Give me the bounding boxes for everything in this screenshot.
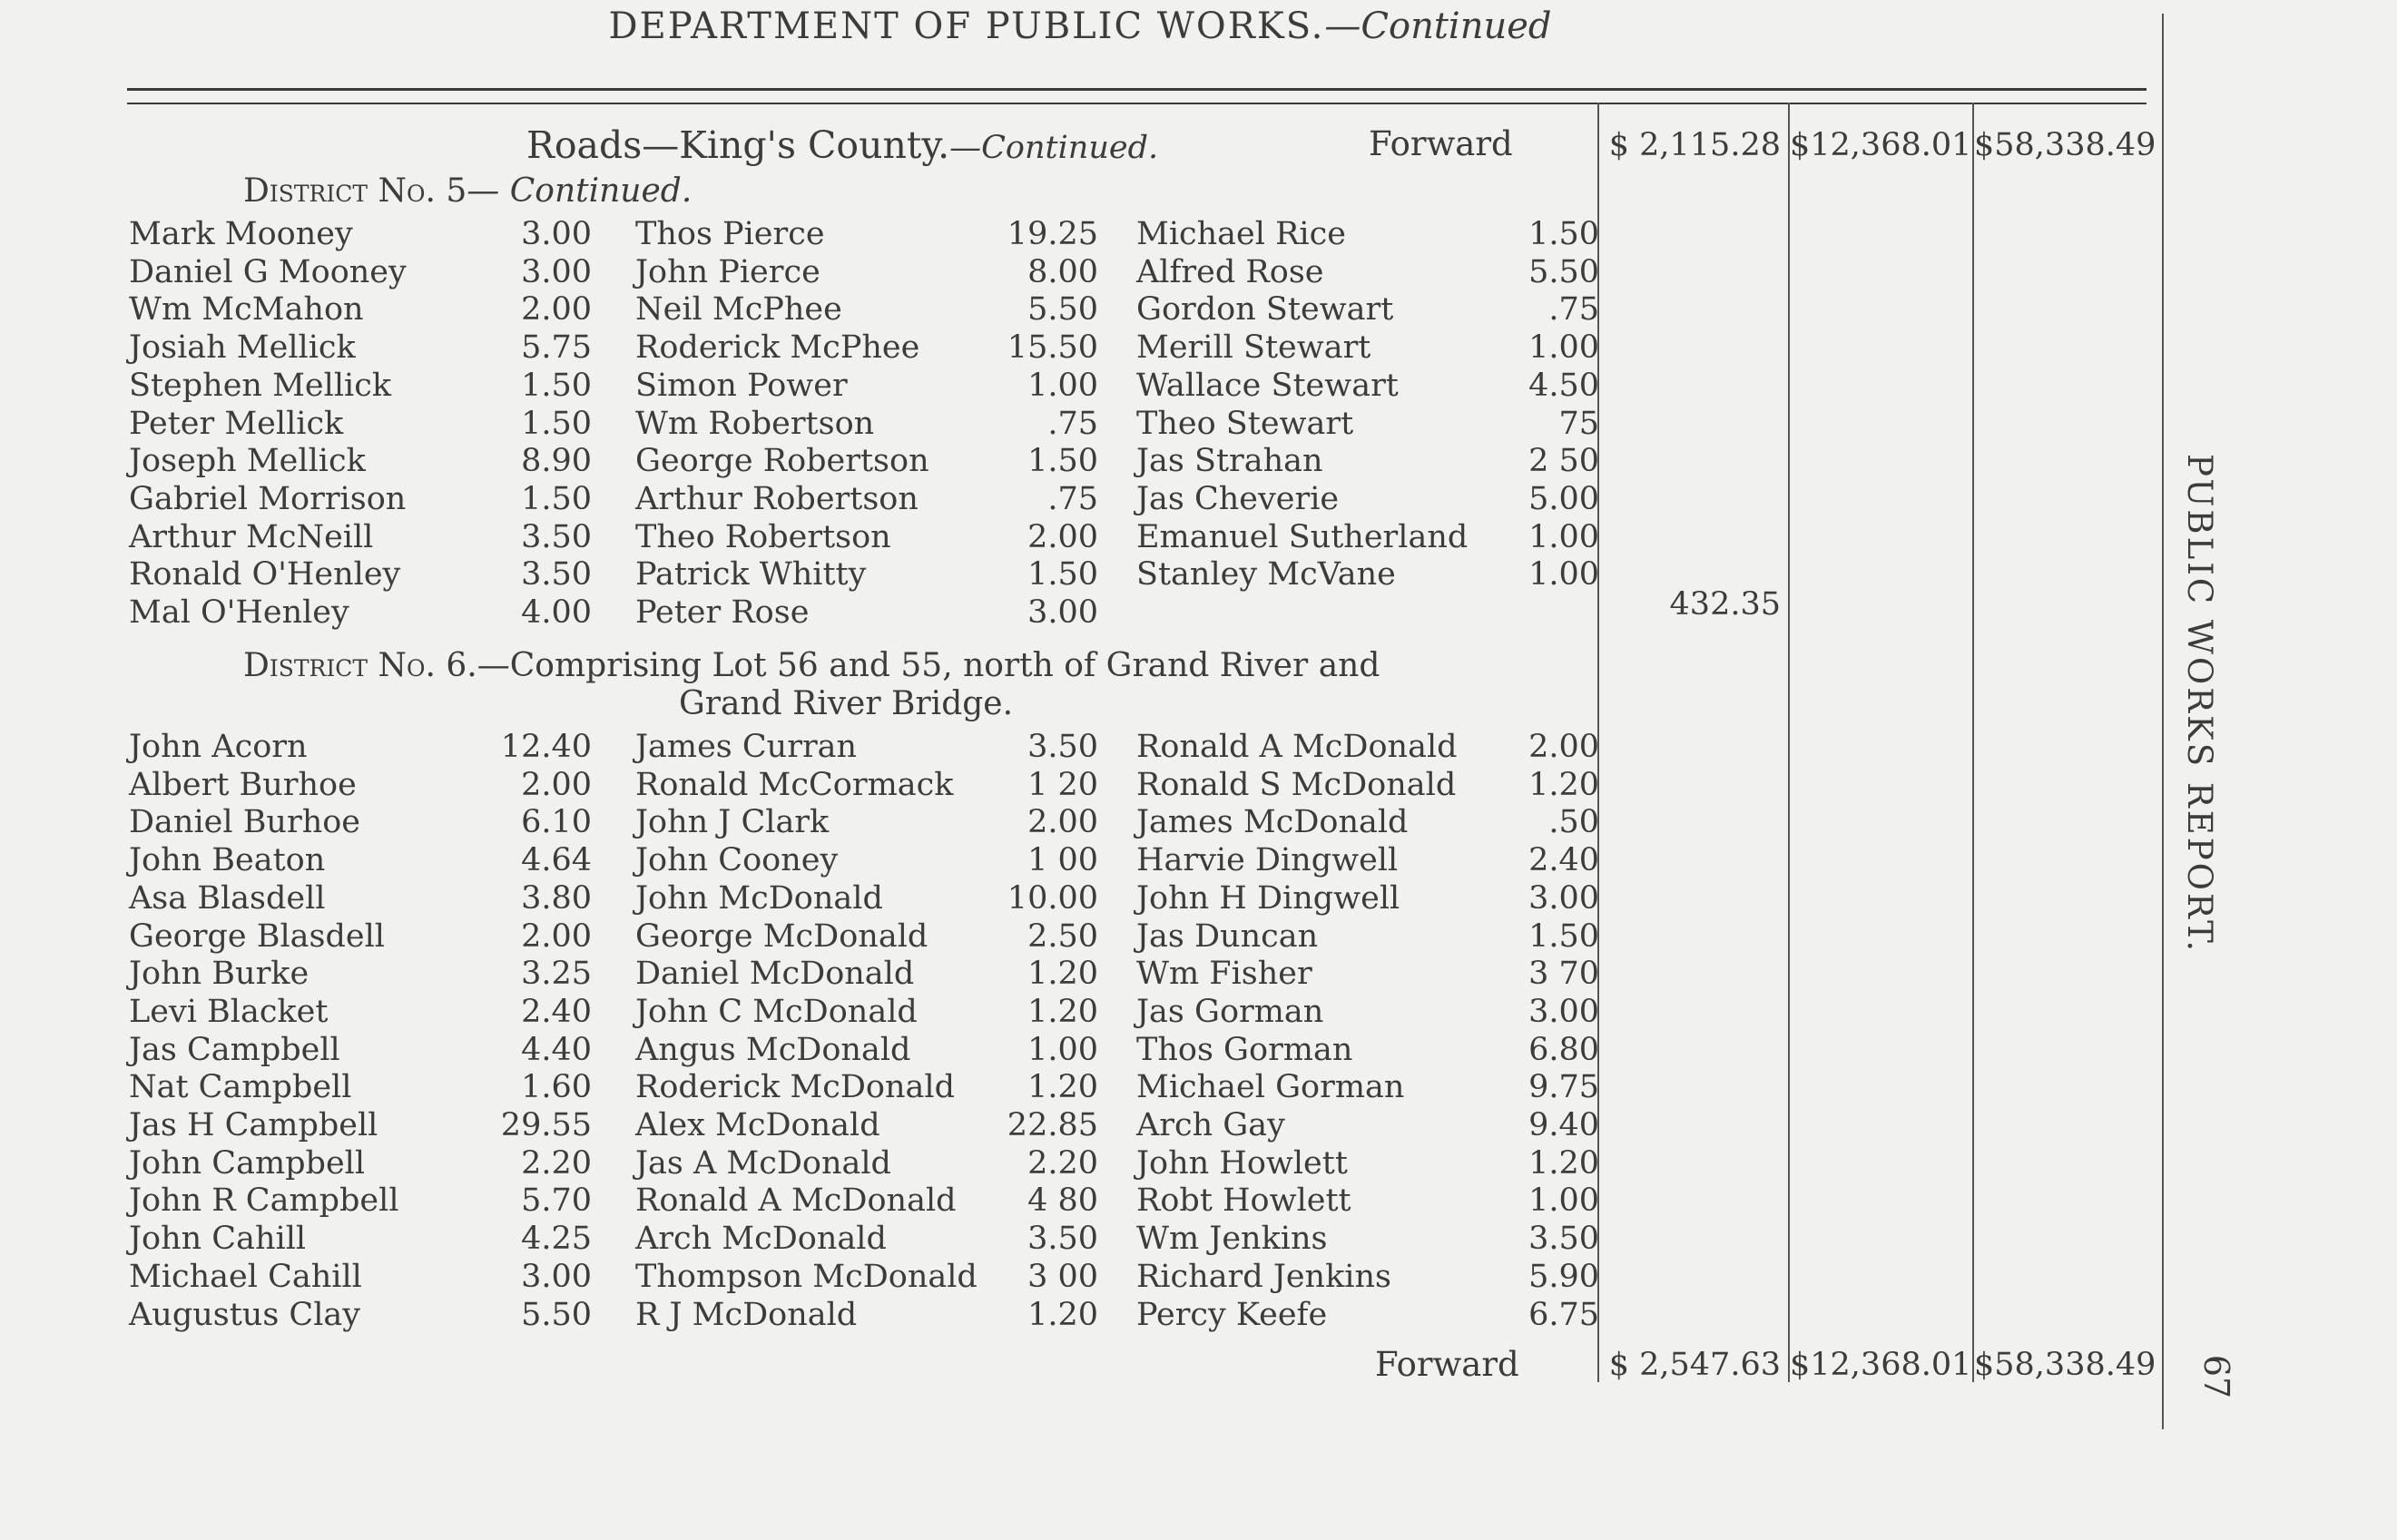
payee-name: John H Dingwell <box>1136 879 1400 917</box>
ledger-row <box>0 1221 1606 1259</box>
payment-amount: 3.50 <box>521 518 592 555</box>
ledger-row <box>0 804 1606 842</box>
payment-amount: 5.70 <box>521 1182 592 1220</box>
district-5-heading <box>243 172 692 210</box>
payee-name: Levi Blacket <box>129 993 329 1030</box>
payee-name: Michael Gorman <box>1136 1069 1405 1106</box>
payment-amount: 2.20 <box>1027 1144 1098 1182</box>
payment-amount: 3.00 <box>521 216 592 252</box>
payment-amount: 1.50 <box>1027 443 1098 480</box>
payee-name: Theo Stewart <box>1136 405 1354 442</box>
payee-name: Alex McDonald <box>635 1107 880 1143</box>
payee-name: Ronald McCormack <box>635 766 954 803</box>
payment-amount: 3 00 <box>1027 1258 1098 1295</box>
payment-amount: 1.50 <box>521 367 592 404</box>
payee-name: Michael Cahill <box>129 1258 362 1295</box>
ledger-row <box>0 729 1606 767</box>
page-right-border <box>2162 14 2164 1429</box>
payment-amount: 8.00 <box>1027 253 1098 290</box>
payment-amount: 1.50 <box>1528 216 1599 252</box>
payment-amount: 15.50 <box>1007 329 1098 367</box>
payment-amount: 8.90 <box>521 443 592 480</box>
payment-amount: 1 00 <box>1027 842 1098 879</box>
payment-amount: 1.20 <box>1027 956 1098 993</box>
payee-name: R J McDonald <box>635 1296 858 1333</box>
payee-name: Nat Campbell <box>129 1069 352 1106</box>
payee-name: George McDonald <box>635 917 928 955</box>
payee-name: John McDonald <box>635 879 883 917</box>
payment-amount: 1.50 <box>1027 556 1098 593</box>
payee-name: Ronald A McDonald <box>1136 729 1458 765</box>
payee-name: Thos Pierce <box>635 216 825 252</box>
payment-amount: 3.50 <box>521 556 592 593</box>
payment-amount: 4.00 <box>521 594 592 631</box>
payment-amount: 2.00 <box>521 766 592 803</box>
money-col-line-3 <box>1972 103 1974 1382</box>
payee-name: Stanley McVane <box>1136 556 1396 593</box>
payee-name: Arch McDonald <box>635 1221 887 1258</box>
payee-name: Emanuel Sutherland <box>1136 518 1469 555</box>
header-continued: —Continued <box>1324 5 1552 47</box>
payee-name: Jas Strahan <box>1136 443 1323 480</box>
ledger-row <box>0 842 1606 880</box>
payee-name: John Beaton <box>129 842 326 879</box>
ledger-row <box>0 329 1606 368</box>
payment-amount: 1.60 <box>521 1069 592 1106</box>
payee-name: Roderick McDonald <box>635 1069 955 1106</box>
payee-name: Neil McPhee <box>635 291 842 329</box>
payee-name: Wm McMahon <box>129 291 364 329</box>
payee-name: Daniel Burhoe <box>129 804 361 841</box>
payee-name: James McDonald <box>1136 804 1409 841</box>
payee-name: Peter Mellick <box>129 405 344 442</box>
district-5-continued: — Continued. <box>467 172 693 210</box>
payment-amount: 2.00 <box>521 291 592 329</box>
payment-amount: 6.80 <box>1528 1031 1599 1068</box>
payee-name: George Robertson <box>635 443 929 480</box>
payment-amount: 1.00 <box>1528 518 1599 555</box>
payee-name: John Howlett <box>1136 1144 1348 1182</box>
payment-amount: .75 <box>1548 291 1599 329</box>
payee-name: Jas Campbell <box>129 1031 340 1068</box>
payment-amount: 12.40 <box>500 729 592 765</box>
payment-amount: 3 70 <box>1528 956 1599 993</box>
payee-name: Peter Rose <box>635 594 810 631</box>
payment-amount: 2.20 <box>521 1144 592 1182</box>
forward-top-col1: $ 2,115.28 <box>1608 127 1781 163</box>
forward-label-bottom: Forward <box>1375 1345 1519 1384</box>
payee-name: Richard Jenkins <box>1136 1258 1392 1295</box>
payment-amount: 5.75 <box>521 329 592 367</box>
payee-name: Thompson McDonald <box>635 1258 977 1295</box>
payee-name: Albert Burhoe <box>129 766 357 803</box>
payee-name: George Blasdell <box>129 917 385 955</box>
payee-name: Alfred Rose <box>1136 253 1324 290</box>
payee-name: Wm Jenkins <box>1136 1221 1328 1258</box>
payment-amount: 29.55 <box>500 1107 592 1143</box>
payment-amount: 1.00 <box>1027 367 1098 404</box>
payment-amount: 1.50 <box>521 405 592 442</box>
payment-amount: 5.50 <box>1027 291 1098 329</box>
payment-amount: 1.50 <box>521 480 592 517</box>
payee-name: John Cahill <box>129 1221 307 1258</box>
payee-name: Angus McDonald <box>635 1031 911 1068</box>
payee-name: John Pierce <box>635 253 820 290</box>
ledger-row <box>0 1107 1606 1145</box>
ledger-row <box>0 1297 1606 1335</box>
payee-name: Arthur Robertson <box>635 480 919 517</box>
section-title-text: Roads—King's County. <box>526 123 950 167</box>
section-title <box>526 123 1158 167</box>
payee-name: Jas Duncan <box>1136 917 1319 955</box>
forward-top-col3: $58,338.49 <box>1974 127 2156 163</box>
payee-name: James Curran <box>635 729 858 765</box>
district-6-description-1: —Comprising Lot 56 and 55, north of Grand River and <box>476 647 1380 684</box>
payee-name: Ronald S McDonald <box>1136 766 1457 803</box>
payee-name: Daniel G Mooney <box>129 253 407 290</box>
ledger-row <box>0 767 1606 805</box>
payment-amount: 2.00 <box>1528 729 1599 765</box>
ledger-row <box>0 1259 1606 1297</box>
payment-amount: 4.40 <box>521 1031 592 1068</box>
payment-amount: 5.00 <box>1528 480 1599 517</box>
payee-name: Wm Robertson <box>635 405 875 442</box>
payee-name: Thos Gorman <box>1136 1031 1353 1068</box>
forward-bottom-col2: $12,368.01 <box>1790 1347 1972 1383</box>
header-rule-bottom <box>127 103 2146 104</box>
ledger-row <box>0 481 1606 519</box>
payment-amount: 1.00 <box>1528 329 1599 367</box>
payment-amount: 1.20 <box>1027 1069 1098 1106</box>
payment-amount: .75 <box>1047 480 1098 517</box>
payment-amount: 3.00 <box>521 253 592 290</box>
payee-name: Wm Fisher <box>1136 956 1312 993</box>
payment-amount: 1.00 <box>1027 1031 1098 1068</box>
payee-name: John Campbell <box>129 1144 366 1182</box>
ledger-row <box>0 368 1606 406</box>
payment-amount: 4 80 <box>1027 1182 1098 1220</box>
ledger-row <box>0 1069 1606 1107</box>
forward-bottom-col1: $ 2,547.63 <box>1608 1347 1781 1383</box>
district-6-heading <box>243 647 1380 684</box>
payment-amount: 1.20 <box>1027 993 1098 1030</box>
payee-name: Gabriel Morrison <box>129 480 407 517</box>
header-rule-top <box>127 88 2146 91</box>
page-number: 67 <box>2196 1354 2237 1399</box>
payment-amount: 3.50 <box>1027 729 1098 765</box>
payment-amount: .50 <box>1548 804 1599 841</box>
payment-amount: 1.20 <box>1528 766 1599 803</box>
payee-name: Jas Gorman <box>1136 993 1324 1030</box>
ledger-row <box>0 1032 1606 1070</box>
payee-name: Daniel McDonald <box>635 956 915 993</box>
district-6-description-2: Grand River Bridge. <box>679 685 1014 722</box>
payment-amount: 6.10 <box>521 804 592 841</box>
ledger-row <box>0 994 1606 1032</box>
payment-amount: 3.50 <box>1027 1221 1098 1258</box>
payment-amount: 2 50 <box>1528 443 1599 480</box>
payment-amount: 5.90 <box>1528 1258 1599 1295</box>
payee-name: Simon Power <box>635 367 848 404</box>
payment-amount: 1 20 <box>1027 766 1098 803</box>
ledger-row <box>0 1145 1606 1183</box>
ledger-row <box>0 406 1606 444</box>
payee-name: John Burke <box>129 956 309 993</box>
forward-bottom-col3: $58,338.49 <box>1974 1347 2156 1383</box>
payee-name: John J Clark <box>635 804 830 841</box>
ledger-row <box>0 556 1606 594</box>
payee-name: Joseph Mellick <box>129 443 366 480</box>
payment-amount: 2.40 <box>521 993 592 1030</box>
payment-amount: 9.75 <box>1528 1069 1599 1106</box>
payment-amount: 3.00 <box>1528 879 1599 917</box>
payee-name: Wallace Stewart <box>1136 367 1399 404</box>
payee-name: Michael Rice <box>1136 216 1346 252</box>
payee-name: Arthur McNeill <box>129 518 374 555</box>
payment-amount: 1.00 <box>1528 556 1599 593</box>
payee-name: Gordon Stewart <box>1136 291 1394 329</box>
payment-amount: 4.64 <box>521 842 592 879</box>
payee-name: Ronald O'Henley <box>129 556 401 593</box>
payment-amount: 3.25 <box>521 956 592 993</box>
payment-amount: 3.00 <box>521 1258 592 1295</box>
district-5-subtotal: 432.35 <box>1669 586 1781 623</box>
payee-name: Josiah Mellick <box>129 329 356 367</box>
payee-name: Jas A McDonald <box>635 1144 891 1182</box>
payment-amount: 3.00 <box>1528 993 1599 1030</box>
ledger-row <box>0 594 1606 633</box>
payee-name: Percy Keefe <box>1136 1296 1328 1333</box>
ledger-row <box>0 443 1606 481</box>
payment-amount: 2.00 <box>1027 804 1098 841</box>
payment-amount: 19.25 <box>1007 216 1098 252</box>
payment-amount: 1.20 <box>1528 1144 1599 1182</box>
payee-name: John Acorn <box>129 729 308 765</box>
side-report-title: PUBLIC WORKS REPORT. <box>2180 454 2219 955</box>
payee-name: John C McDonald <box>635 993 918 1030</box>
payment-amount: 5.50 <box>1528 253 1599 290</box>
district-5-label: District No. 5 <box>243 172 467 210</box>
payment-amount: 2.00 <box>521 917 592 955</box>
payee-name: Jas Cheverie <box>1136 480 1340 517</box>
district-6-label: District No. 6. <box>243 647 477 684</box>
payment-amount: 3.00 <box>1027 594 1098 631</box>
ledger-row <box>0 216 1606 254</box>
payee-name: Jas H Campbell <box>129 1107 378 1143</box>
payee-name: Augustus Clay <box>129 1296 361 1333</box>
payee-name: Roderick McPhee <box>635 329 920 367</box>
payment-amount: 10.00 <box>1007 879 1098 917</box>
payment-amount: 5.50 <box>521 1296 592 1333</box>
forward-label-top: Forward <box>1369 124 1513 163</box>
payment-amount: 3.50 <box>1528 1221 1599 1258</box>
payee-name: Asa Blasdell <box>129 879 326 917</box>
payee-name: Stephen Mellick <box>129 367 392 404</box>
ledger-row <box>0 291 1606 329</box>
ledger-row <box>0 519 1606 557</box>
payment-amount: 2.00 <box>1027 518 1098 555</box>
payment-amount: 2.50 <box>1027 917 1098 955</box>
payee-name: John Cooney <box>635 842 839 879</box>
forward-top-col2: $12,368.01 <box>1790 127 1972 163</box>
payment-amount: 22.85 <box>1007 1107 1098 1143</box>
page-header <box>0 5 2160 47</box>
payment-amount: 1.50 <box>1528 917 1599 955</box>
payee-name: Ronald A McDonald <box>635 1182 957 1220</box>
payment-amount: 6.75 <box>1528 1296 1599 1333</box>
payee-name: Mark Mooney <box>129 216 353 252</box>
payee-name: Patrick Whitty <box>635 556 867 593</box>
ledger-row <box>0 880 1606 918</box>
payment-amount: 4.50 <box>1528 367 1599 404</box>
payment-amount: 9.40 <box>1528 1107 1599 1143</box>
payee-name: Harvie Dingwell <box>1136 842 1399 879</box>
ledger-row <box>0 1182 1606 1221</box>
payment-amount: .75 <box>1047 405 1098 442</box>
payee-name: Arch Gay <box>1136 1107 1285 1143</box>
payment-amount: 1.20 <box>1027 1296 1098 1333</box>
payee-name: Mal O'Henley <box>129 594 349 631</box>
payment-amount: 75 <box>1558 405 1599 442</box>
section-title-continued: —Continued. <box>949 130 1159 166</box>
ledger-row <box>0 254 1606 292</box>
ledger-row <box>0 956 1606 994</box>
payment-amount: 1.00 <box>1528 1182 1599 1220</box>
money-col-line-2 <box>1788 103 1790 1382</box>
ledger-row <box>0 918 1606 956</box>
payee-name: Merill Stewart <box>1136 329 1371 367</box>
payment-amount: 4.25 <box>521 1221 592 1258</box>
payee-name: John R Campbell <box>129 1182 399 1220</box>
payee-name: Robt Howlett <box>1136 1182 1351 1220</box>
payment-amount: 2.40 <box>1528 842 1599 879</box>
header-title: DEPARTMENT OF PUBLIC WORKS. <box>608 5 1325 47</box>
payee-name: Theo Robertson <box>635 518 891 555</box>
payment-amount: 3.80 <box>521 879 592 917</box>
